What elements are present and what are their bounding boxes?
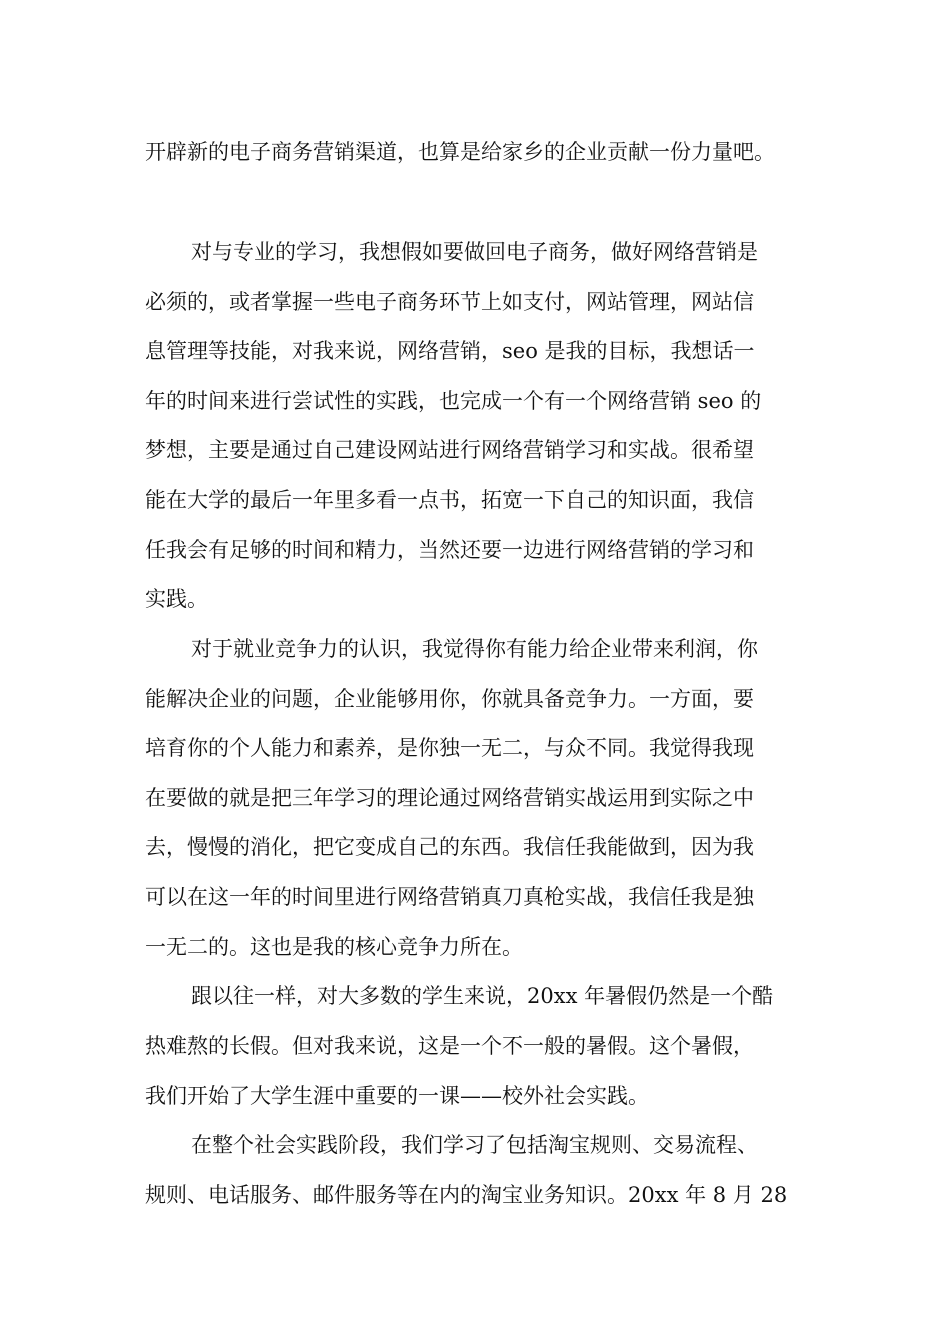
text-line: 对与专业的学习，我想假如要做回电子商务，做好网络营销是 (191, 240, 758, 264)
text-line: 息管理等技能，对我来说，网络营销，seo 是我的目标，我想话一 (145, 339, 755, 363)
text-line: 任我会有足够的时间和精力，当然还要一边进行网络营销的学习和 (145, 538, 754, 562)
text-line: 实践。 (145, 587, 208, 611)
text-line: 必须的，或者掌握一些电子商务环节上如支付，网站管理，网站信 (145, 290, 754, 314)
text-line: 可以在这一年的时间里进行网络营销真刀真枪实战，我信任我是独 (145, 885, 754, 909)
text-line: 去，慢慢的消化，把它变成自己的东西。我信任我能做到，因为我 (145, 835, 754, 859)
text-line: 能解决企业的问题，企业能够用你，你就具备竞争力。一方面，要 (145, 687, 754, 711)
text-line: 一无二的。这也是我的核心竞争力所在。 (145, 935, 523, 959)
text-line: 对于就业竞争力的认识，我觉得你有能力给企业带来利润，你 (191, 637, 758, 661)
text-line: 规则、电话服务、邮件服务等在内的淘宝业务知识。20xx 年 8 月 28 (145, 1183, 788, 1207)
text-line: 在整个社会实践阶段，我们学习了包括淘宝规则、交易流程、 (191, 1133, 758, 1157)
text-line: 我们开始了大学生涯中重要的一课——校外社会实践。 (145, 1084, 649, 1108)
text-line: 在要做的就是把三年学习的理论通过网络营销实战运用到实际之中 (145, 786, 754, 810)
text-line: 开辟新的电子商务营销渠道，也算是给家乡的企业贡献一份力量吧。 (145, 140, 775, 164)
text-line: 能在大学的最后一年里多看一点书，拓宽一下自己的知识面，我信 (145, 488, 754, 512)
text-line: 年的时间来进行尝试性的实践，也完成一个有一个网络营销 seo 的 (145, 389, 762, 413)
text-line: 培育你的个人能力和素养，是你独一无二，与众不同。我觉得我现 (145, 736, 754, 760)
text-line: 跟以往一样，对大多数的学生来说，20xx 年暑假仍然是一个酷 (191, 984, 774, 1008)
text-line: 热难熬的长假。但对我来说，这是一个不一般的暑假。这个暑假， (145, 1034, 754, 1058)
text-line: 梦想，主要是通过自己建设网站进行网络营销学习和实战。很希望 (145, 438, 754, 462)
